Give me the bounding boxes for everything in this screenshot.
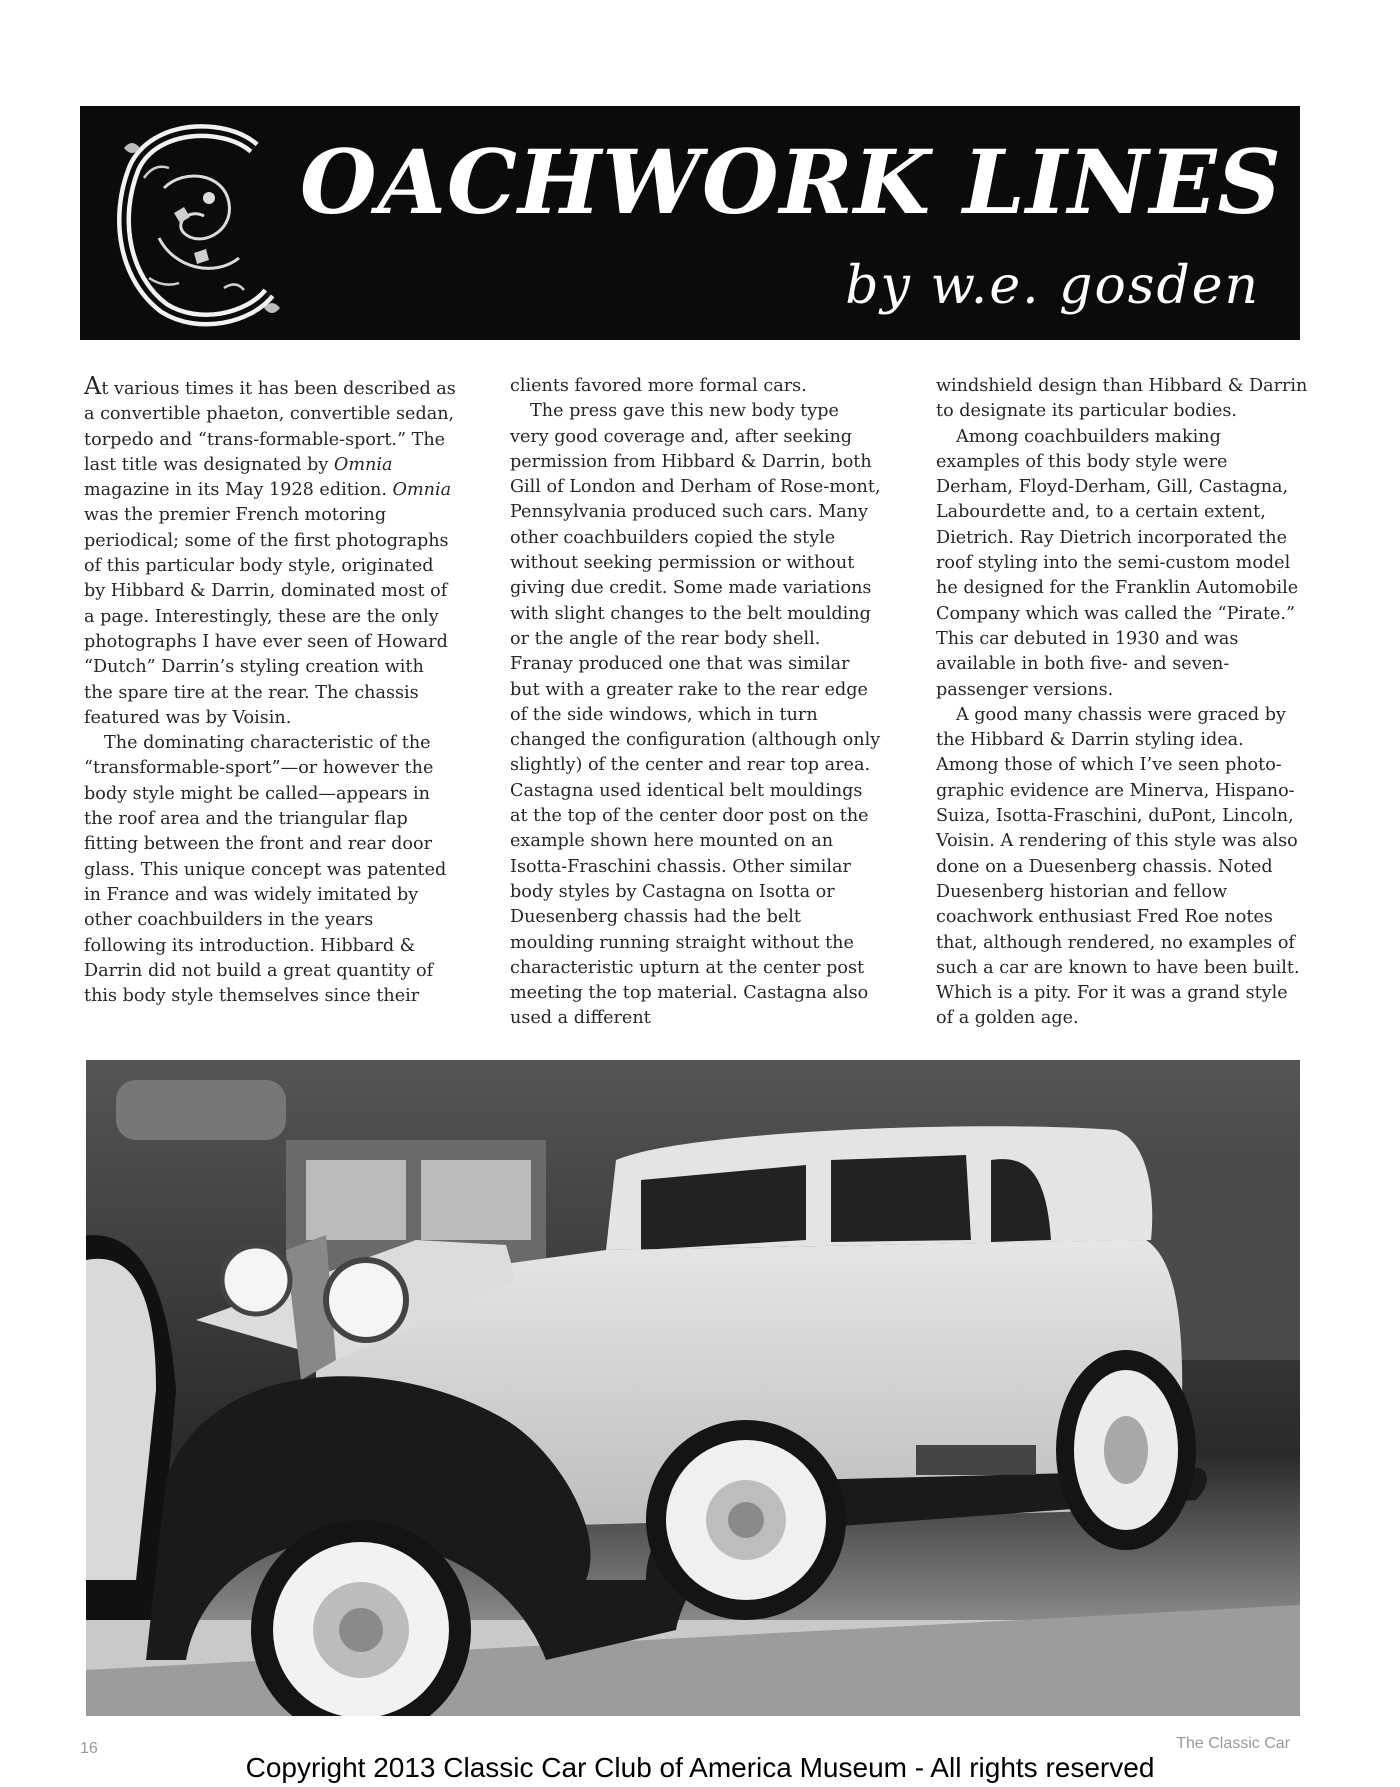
paragraph-text: was the premier French motoring periodical; some of the first photographs of this particular body style, originated by Hibbard & Darrin, dominated most of a page. Interestingly, these are the only photographs I have ever seen of Howard “Dutch” Darrin’s styling creation with the spare tire at the rear. The chassis featured was by Voisin. xyxy=(84,505,449,728)
publication-name: The Classic Car xyxy=(1176,1735,1290,1752)
text-column-1 xyxy=(84,374,456,1009)
magazine-name: Omnia xyxy=(392,480,452,501)
article-title: OACHWORK LINES xyxy=(300,130,1282,234)
paragraph: A good many chassis were graced by the Hibbard & Darrin styling idea. Among those of which I’ve seen photo-graphic evidence are Minerva, Hispano-Suiza, Isotta-Fraschini, duPont, Lincoln, Voisin. A rendering of this style was also done on a Duesenberg chassis. Noted Duesenberg historian and fellow coachwork enthusiast Fred Roe notes that, although rendered, no examples of such a car are known to have been built. Which is a pity. For it was a grand style of a golden age. xyxy=(936,704,1300,1029)
text-column-3 xyxy=(936,374,1308,1032)
car-photo-icon xyxy=(86,1060,1300,1716)
paragraph-text: magazine in its May 1928 edition. xyxy=(84,480,393,501)
page-number: 16 xyxy=(80,1740,98,1757)
paragraph: The press gave this new body type very good coverage and, after seeking permission from Hibbard & Darrin, both Gill of London and Derham of Rose-mont, Pennsylvania produced such cars. Many other coachbuilders copied the style without seeking permission or without giving due credit. Some made variations with slight changes to the belt moulding or the angle of the rear body shell. Franay produced one that was similar but with a greater rake to the rear edge of the side windows, which in turn changed the configuration (although only slightly) of the center and rear top area. Castagna used identical belt mouldings at the top of the center door post on the example shown here mounted on an Isotta-Fraschini chassis. Other similar body styles by Castagna on Isotta or Duesenberg chassis had the belt moulding running straight without the characteristic upturn at the center post meeting the top material. Castagna also used a different xyxy=(510,401,881,1029)
ornamental-initial-c-icon xyxy=(104,118,290,328)
paragraph: The dominating characteristic of the “transformable-sport”—or however the body style might be called—appears in the roof area and the triangular flap fitting between the front and rear door glass. This unique concept was patented in France and was widely imitated by other coachbuilders in the years following its introduction. Hibbard & Darrin did not build a great quantity of this body style themselves since their xyxy=(84,733,447,1007)
paragraph-text: t various times it has been described as a convertible phaeton, convertible sedan, torpedo and “trans-formable-sport.” The last title was designated by xyxy=(84,379,456,475)
paragraph: windshield design than Hibbard & Darrin to designate its particular bodies. xyxy=(936,376,1308,422)
magazine-name: Omnia xyxy=(333,454,393,475)
car-photograph xyxy=(86,1060,1300,1716)
article-byline: by w.e. gosden xyxy=(845,256,1260,316)
paragraph xyxy=(84,374,456,731)
copyright-notice: Copyright 2013 Classic Car Club of America Museum - All rights reserved xyxy=(245,1752,1155,1783)
paragraph: clients favored more formal cars. xyxy=(510,376,807,396)
drop-letter: A xyxy=(84,372,102,400)
title-banner xyxy=(80,106,1300,340)
article-body xyxy=(84,372,1308,1034)
paragraph: Among coachbuilders making examples of this body style were Derham, Floyd-Derham, Gill, Castagna, Labourdette and, to a certain extent, Dietrich. Ray Dietrich incorporated the roof styling into the semi-custom model he designed for the Franklin Automobile Company which was called the “Pirate.” This car debuted in 1930 and was available in both five- and seven-passenger versions. xyxy=(936,426,1299,700)
text-column-2 xyxy=(510,374,882,1032)
